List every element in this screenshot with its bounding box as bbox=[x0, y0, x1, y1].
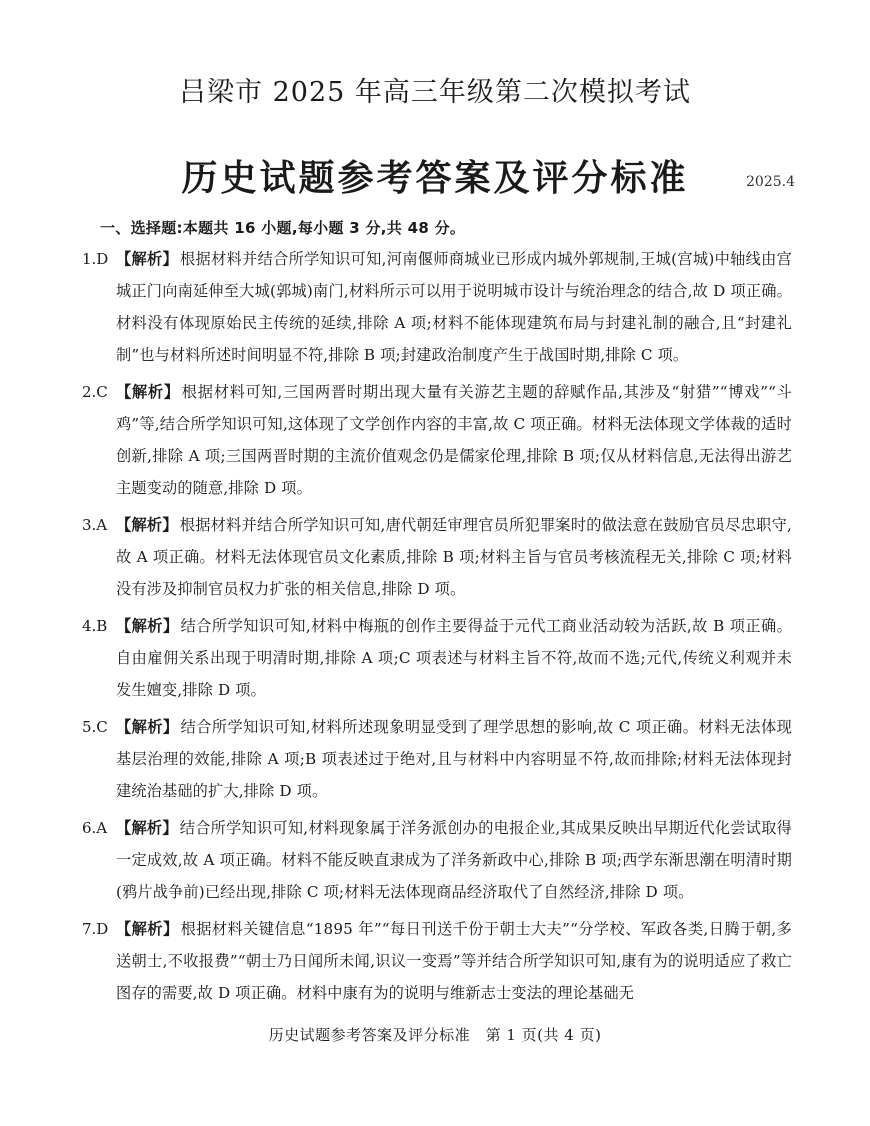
answer-body bbox=[102, 243, 792, 371]
section-heading: 一、选择题:本题共 16 小题,每小题 3 分,共 48 分。 bbox=[100, 219, 466, 237]
exam-title: 吕梁市 2025 年高三年级第二次模拟考试 bbox=[179, 77, 691, 108]
answer-body bbox=[102, 376, 792, 504]
answer-number: 7.D bbox=[82, 920, 109, 938]
answer-item-6 bbox=[82, 812, 792, 908]
answer-number: 2.C bbox=[82, 383, 108, 401]
answer-item-2 bbox=[82, 376, 792, 504]
answer-number: 1.D bbox=[82, 250, 109, 268]
answer-number: 5.C bbox=[82, 718, 108, 736]
answer-text: 根据材料可知,三国两晋时期出现大量有关游艺主题的辞赋作品,其涉及“射猎”“博戏”“斗鸡”等,结合所学知识可知,这体现了文学创作内容的丰富,故 C 项正确。材料无法体现文学体裁的适时创新,排除 A 项;三国两晋时期的主流价值观念仍是儒家伦理,排除 B 项;仅从材料信息,无法得出游艺主题变动的随意,排除 D 项。 bbox=[116, 383, 792, 497]
answer-item-5 bbox=[82, 711, 792, 807]
answer-body bbox=[102, 509, 792, 605]
analysis-tag: 【解析】 bbox=[116, 920, 179, 938]
answer-item-4 bbox=[82, 610, 792, 706]
answer-body bbox=[102, 913, 792, 1009]
answer-text: 结合所学知识可知,材料现象属于洋务派创办的电报企业,其成果反映出早期近代化尝试取得一定成效,故 A 项正确。材料不能反映直隶成为了洋务新政中心,排除 B 项;西学东渐思潮在明清时期(鸦片战争前)已经出现,排除 C 项;材料无法体现商品经济取代了自然经济,排除 D 项。 bbox=[116, 819, 792, 901]
analysis-tag: 【解析】 bbox=[116, 617, 179, 635]
answer-item-7 bbox=[82, 913, 792, 1009]
answer-text: 根据材料并结合所学知识可知,唐代朝廷审理官员所犯罪案时的做法意在鼓励官员尽忠职守,故 A 项正确。材料无法体现官员文化素质,排除 B 项;材料主旨与官员考核流程无关,排除 C 项;材料没有涉及抑制官员权力扩张的相关信息,排除 D 项。 bbox=[116, 516, 792, 598]
answer-number: 3.A bbox=[82, 516, 108, 534]
answer-number: 4.B bbox=[82, 617, 108, 635]
document-title: 历史试题参考答案及评分标准 bbox=[181, 158, 689, 199]
page-footer: 历史试题参考答案及评分标准 第 1 页(共 4 页) bbox=[268, 1026, 602, 1044]
analysis-tag: 【解析】 bbox=[116, 718, 179, 736]
answer-body bbox=[102, 812, 792, 908]
answer-number: 6.A bbox=[82, 819, 108, 837]
analysis-tag: 【解析】 bbox=[116, 383, 180, 401]
answer-body bbox=[102, 610, 792, 706]
answer-body bbox=[102, 711, 792, 807]
answer-item-1 bbox=[82, 243, 792, 371]
answer-text: 根据材料关键信息“1895 年”“每日刊送千份于朝士大夫”“分学校、军政各类,日腾于朝,多送朝士,不收报费”“朝士乃日闻所未闻,识议一变焉”等并结合所学知识可知,康有为的说明适应了救亡图存的需要,故 D 项正确。材料中康有为的说明与维新志士变法的理论基础无 bbox=[116, 920, 792, 1002]
answer-text: 结合所学知识可知,材料所述现象明显受到了理学思想的影响,故 C 项正确。材料无法体现基层治理的效能,排除 A 项;B 项表述过于绝对,且与材料中内容明显不符,故而排除;材料无法体现封建统治基础的扩大,排除 D 项。 bbox=[116, 718, 792, 800]
answer-text: 结合所学知识可知,材料中梅瓶的创作主要得益于元代工商业活动较为活跃,故 B 项正确。自由雇佣关系出现于明清时期,排除 A 项;C 项表述与材料主旨不符,故而不选;元代,传统义利观并未发生嬗变,排除 D 项。 bbox=[116, 617, 792, 699]
analysis-tag: 【解析】 bbox=[116, 516, 178, 534]
analysis-tag: 【解析】 bbox=[116, 250, 179, 268]
answer-text: 根据材料并结合所学知识可知,河南偃师商城业已形成内城外郭规制,王城(宫城)中轴线由宫城正门向南延伸至大城(郭城)南门,材料所示可以用于说明城市设计与统治理念的结合,故 D 项正确。材料没有体现原始民主传统的延续,排除 A 项;材料不能体现建筑布局与封建礼制的融合,且“封建礼制”也与材料所述时间明显不符,排除 B 项;封建政治制度产生于战国时期,排除 C 项。 bbox=[116, 250, 792, 364]
document-date: 2025.4 bbox=[746, 174, 795, 190]
answer-item-3 bbox=[82, 509, 792, 605]
answer-section bbox=[82, 213, 792, 1014]
analysis-tag: 【解析】 bbox=[116, 819, 178, 837]
